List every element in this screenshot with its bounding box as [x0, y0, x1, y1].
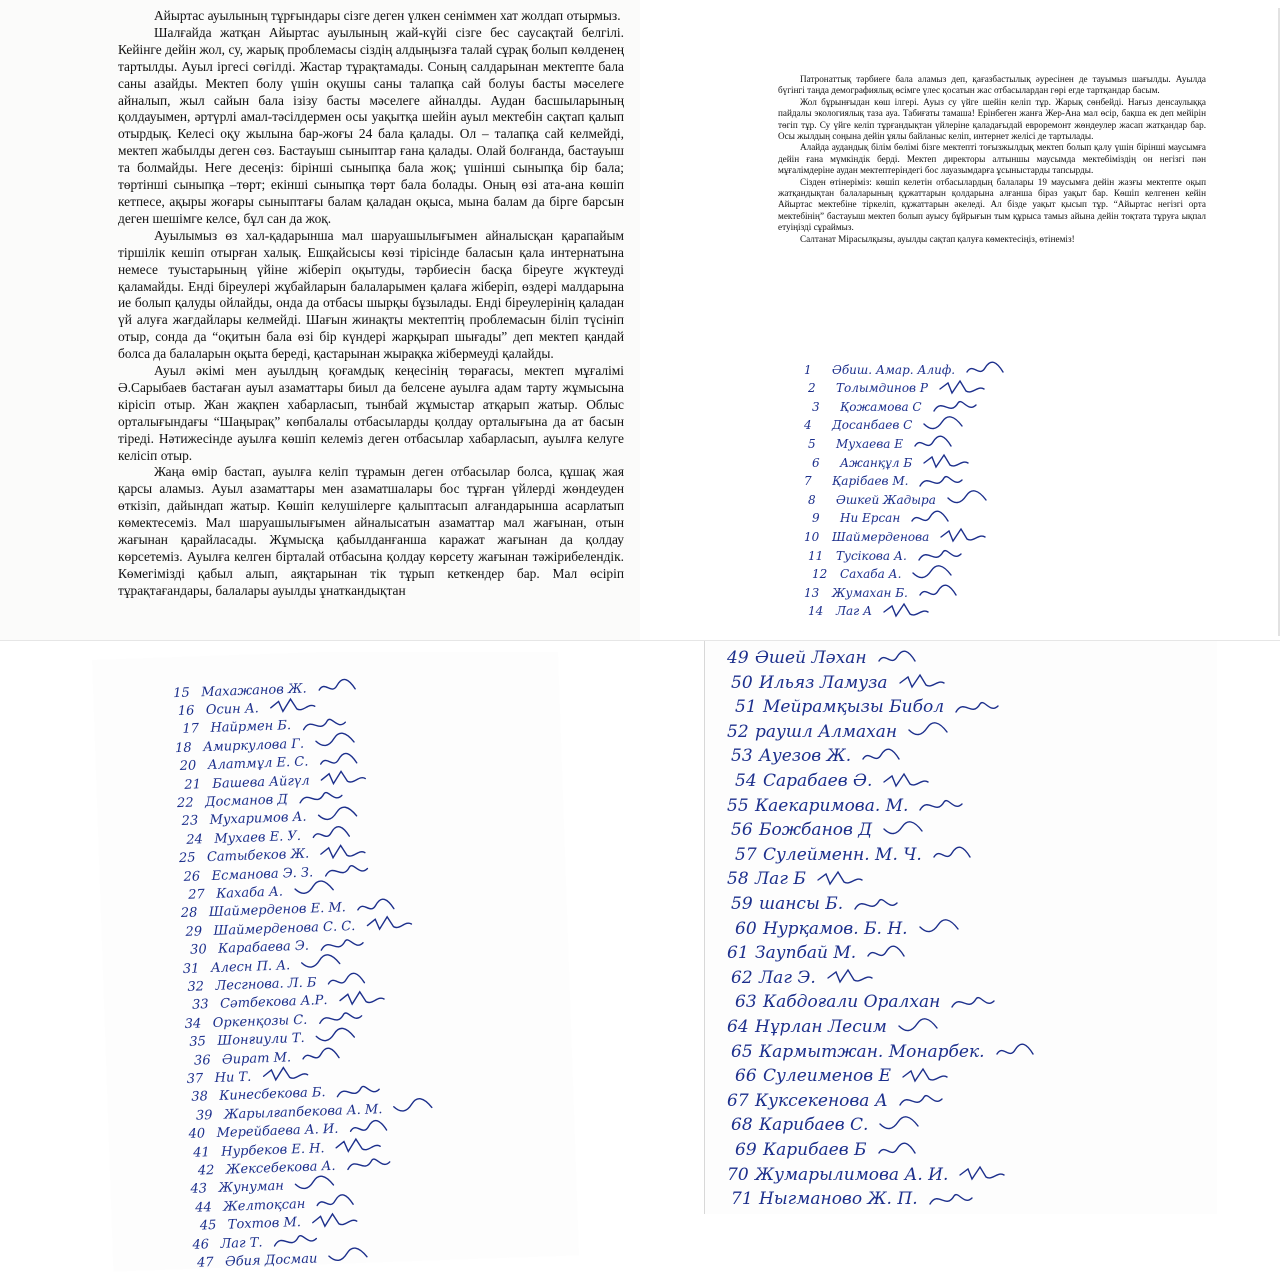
- signature-number: 14: [808, 604, 824, 619]
- signer-name: Ильяз Ламуза: [759, 672, 888, 693]
- signature-number: 58: [727, 869, 749, 890]
- signature-scribble: [958, 1165, 1006, 1185]
- signer-name: Амиркулова Г.: [202, 736, 305, 755]
- signature-number: 69: [735, 1140, 757, 1160]
- signature-number: 29: [185, 924, 203, 940]
- signature-scribble: [932, 845, 980, 865]
- signature-number: 35: [189, 1034, 207, 1050]
- signature-number: 65: [731, 1041, 753, 1062]
- paragraph: Алайда аудандық білім бөлімі бізге мектепті тоғызжылдық мектеп болып қалу үшін бірінші маусымға дейін ғана мүмкіндік берді. Мектеп директоры алтыншы маусымда мектебіміздің он негізгі пән мұғалімдеріне аудан мектептеріндегі бос лауазымдарға ұсыныстарды тапсырды.: [778, 142, 1206, 176]
- signer-name: Мерейбаева А. И.: [216, 1121, 339, 1142]
- signature-row: [812, 565, 959, 585]
- signer-name: Сахаба А.: [840, 567, 902, 582]
- paragraph: Салтанат Мірасылқызы, ауылды сақтап қалуға көмектесіңіз, өтінеміз!: [800, 233, 1075, 244]
- signer-name: Толымдинов Р: [836, 381, 928, 396]
- signature-number: 64: [727, 1017, 749, 1037]
- signer-name: Әбиш. Амар. Алиф.: [832, 362, 956, 377]
- letter-page-1: [0, 0, 640, 640]
- signer-name: Заупбай М.: [755, 943, 857, 964]
- signature-number: 51: [735, 697, 757, 718]
- signature-row: [735, 919, 966, 940]
- signature-number: 43: [190, 1181, 208, 1198]
- signer-name: Тусікова А.: [836, 548, 907, 563]
- signature-row: [727, 943, 914, 964]
- signer-name: Есманова Э. З.: [211, 864, 314, 884]
- signature-number: 27: [188, 887, 206, 903]
- signature-number: 24: [186, 831, 204, 848]
- signature-number: 60: [735, 918, 757, 939]
- signature-number: 62: [731, 967, 753, 988]
- signature-row: [808, 490, 994, 510]
- signature-number: 2: [808, 381, 816, 396]
- signer-name: Лаг Э.: [759, 967, 816, 988]
- signature-number: 6: [812, 455, 820, 470]
- signature-number: 63: [735, 992, 757, 1013]
- signer-name: Сатыбеков Ж.: [206, 846, 310, 866]
- signer-name: Лаг А: [836, 604, 873, 619]
- signature-number: 30: [189, 942, 207, 958]
- signer-name: Ажанқұл Б: [840, 455, 913, 470]
- signer-name: Қожамова С: [840, 399, 922, 414]
- signature-scribble: [392, 1097, 441, 1119]
- signer-name: Каекаримова. М.: [755, 795, 909, 816]
- signer-name: Желтоқсан: [222, 1196, 306, 1215]
- signature-scribble: [877, 649, 925, 669]
- signature-number: 68: [731, 1115, 753, 1136]
- signature-page-2: [0, 652, 640, 1280]
- signer-name: Лаг Б: [755, 869, 806, 890]
- signer-name: Лесгнова. Л. Б: [215, 975, 317, 994]
- signature-scribble: [995, 1042, 1043, 1062]
- signer-name: Ауезов Ж.: [759, 746, 852, 767]
- signer-name: Кармытжан. Монарбек.: [759, 1041, 985, 1062]
- signature-number: 70: [727, 1164, 749, 1185]
- signature-row: [808, 602, 930, 622]
- signature-number: 52: [727, 721, 749, 742]
- signature-row: [804, 472, 966, 492]
- signer-name: раушл Алмахан: [755, 721, 898, 742]
- signature-page-3: [640, 640, 1280, 1280]
- signature-number: 36: [193, 1052, 211, 1069]
- signature-scribble: [950, 993, 998, 1013]
- signature-number: 8: [808, 492, 816, 507]
- signature-number: 44: [194, 1199, 212, 1216]
- signer-name: Осин А.: [205, 701, 260, 718]
- signature-scribble: [816, 870, 864, 890]
- signer-name: Сулейменн. М. Ч.: [763, 844, 922, 865]
- signer-name: Шаймерденов Е. М.: [208, 900, 347, 921]
- signature-row: [804, 583, 966, 603]
- signer-name: Мухаева Е: [836, 436, 903, 451]
- signature-number: 45: [199, 1218, 217, 1234]
- signature-row: [727, 796, 966, 817]
- signature-sheet: [92, 652, 579, 1272]
- collage-divider: [0, 640, 1280, 641]
- signature-number: 41: [192, 1144, 211, 1161]
- signature-number: 4: [804, 418, 812, 433]
- signature-scribble: [861, 747, 909, 767]
- signature-number: 50: [731, 672, 753, 693]
- signature-row: [731, 1189, 976, 1210]
- signature-number: 17: [182, 721, 200, 738]
- continuation-body: [778, 74, 1206, 245]
- signer-name: Жексебекова А.: [225, 1158, 336, 1178]
- signature-number: 22: [176, 795, 194, 812]
- signature-scribble: [323, 860, 372, 882]
- signature-row: [735, 845, 980, 866]
- signer-name: Сулеименов Е: [763, 1066, 891, 1087]
- signer-name: Куксекенова А: [755, 1090, 888, 1111]
- signature-row: [808, 546, 965, 566]
- signer-name: Әират М.: [221, 1049, 292, 1068]
- signer-name: Ни Т.: [214, 1069, 252, 1086]
- signer-name: Кинесбекова Б.: [219, 1085, 326, 1105]
- signature-scribble: [882, 602, 930, 622]
- signer-name: Лаг Т.: [220, 1234, 263, 1252]
- paragraph: Патронаттық тәрбиеге бала аламыз деп, қағазбастылық әуресінен де тауымыз шағылды. Ауылда бүгінгі таңда демографиялық өсімге үлес қосатын жас отбасылардан гөрі егде тартқандар басым.: [778, 74, 1206, 96]
- signature-number: 25: [178, 850, 196, 867]
- signature-scribble: [954, 698, 1002, 718]
- signature-scribble: [345, 1154, 394, 1176]
- signature-scribble: [882, 772, 930, 792]
- signature-scribble: [938, 379, 986, 399]
- signature-scribble: [365, 914, 414, 936]
- signature-number: 37: [186, 1071, 204, 1087]
- signer-name: Мейрамқызы Бибол: [763, 697, 945, 718]
- signer-name: Әшкей Жадыра: [836, 492, 936, 507]
- paragraph: Жаңа өмір бастап, ауылға келіп тұрамын деген отбасылар болса, құшақ жая қарсы аламыз. Ауыл азаматтары мен азаматшалары бос тұрған үйлерді жөндеуден өткізіп, дайындап жатыр. Көшіп келушілерге қалыптасып алғандарынша асарлатып көмектесеміз. Мал шаруашылығымен айналысатын азаматтар мал жағынан, отын жағынан қарайласады. Жұмысқа қабылданғанша каражат жағынан да қолдау көрсетеміз. Ауылға келген бірталай отбасына қолдау көрсету жағынан тәжірибелендік. Көмегімізді қабыл алып, аяқтарынан тік тұрып кеткендер бар. Мал өсіріп тұрақтағандары, балалары ауылды ұнаткандықтан: [118, 464, 624, 598]
- signature-number: 66: [735, 1066, 757, 1087]
- signature-number: 23: [181, 813, 199, 830]
- signature-number: 9: [812, 511, 820, 526]
- signature-number: 1: [804, 362, 812, 377]
- signer-name: Махажанов Ж.: [200, 681, 307, 700]
- signature-scribble: [946, 490, 994, 510]
- signer-name: Тохтов М.: [227, 1215, 302, 1233]
- signature-scribble: [922, 453, 970, 473]
- signer-name: Досманов Д: [204, 792, 289, 811]
- signature-row: [727, 1017, 945, 1038]
- signature-number: 21: [184, 776, 202, 793]
- signer-name: Нұрлан Лесим: [755, 1017, 887, 1037]
- signature-number: 7: [804, 474, 812, 489]
- signature-number: 3: [812, 399, 820, 414]
- signature-number: 53: [731, 746, 753, 767]
- signature-scribble: [928, 1190, 976, 1210]
- signature-number: 57: [735, 844, 757, 865]
- signature-scribble: [826, 968, 874, 988]
- signature-scribble: [918, 583, 966, 603]
- signer-name: Алатмұл Е. С.: [207, 754, 309, 774]
- signer-name: Жунуман: [218, 1178, 285, 1197]
- signature-number: 34: [184, 1016, 202, 1032]
- signature-number: 56: [731, 820, 753, 841]
- signature-number: 26: [183, 868, 201, 885]
- signature-row: [731, 1115, 926, 1136]
- signer-name: Карибаев С.: [759, 1115, 869, 1136]
- signature-row: [735, 771, 930, 792]
- signature-number: 61: [727, 943, 749, 964]
- paragraph: Айыртас ауылының тұрғындары сізге деген үлкен сеніммен хат жолдап отырмыз.: [154, 8, 621, 23]
- signer-name: Нурқамов. Б. Н.: [763, 918, 908, 939]
- signature-row: [804, 416, 970, 436]
- signature-number: 59: [731, 894, 753, 914]
- signer-name: Әбия Досмаи: [224, 1251, 318, 1270]
- signature-number: 39: [195, 1107, 213, 1124]
- signer-name: Божбанов Д: [759, 820, 873, 841]
- signature-scribble: [301, 1045, 350, 1067]
- letter-page-2: [712, 8, 1280, 636]
- signature-row: [731, 1042, 1043, 1063]
- signer-name: Башева Айгүл: [212, 772, 310, 792]
- signature-row: [735, 1140, 925, 1161]
- signer-name: Алесн П. А.: [210, 957, 291, 976]
- signature-number: 33: [191, 997, 209, 1014]
- signer-name: Шаймерденова: [832, 529, 930, 544]
- signature-scribble: [898, 1091, 946, 1111]
- signature-row: [731, 673, 946, 694]
- signature-number: 15: [172, 685, 191, 701]
- signature-scribble: [327, 1247, 376, 1269]
- paragraph: Жол бұрынғыдан көш ілгері. Ауыз су үйге шейін келіп тұр. Жарық сөнбейді. Нағыз денсаулыққа пайдалы экологиялық таза ауа. Табиғаты тамаша! Ерінбеген жанға Жер-Ана мал өсір, бақша ек деп мейірін төгіп тұр. Су үйге келіп тұрғандықтан үйлеріне қаладағыдай еврoремонт жөндеулер жасап жатқандар бар. Осы жылдың соңына дейін ұялы байланыс келіп, интернет желісі де тартылады.: [778, 96, 1206, 142]
- signature-number: 18: [174, 740, 192, 756]
- signature-number: 42: [197, 1162, 215, 1179]
- signature-number: 32: [187, 979, 205, 995]
- signer-name: Сарабаев Ә.: [763, 771, 873, 791]
- signer-name: Карабаева Э.: [217, 938, 310, 957]
- signature-scribble: [898, 673, 946, 693]
- signature-row: [812, 509, 958, 529]
- signature-scribble: [866, 944, 914, 964]
- signer-name: Мухаев Е. У.: [214, 828, 302, 847]
- signature-number: 47: [196, 1255, 214, 1271]
- signature-number: 38: [191, 1089, 209, 1106]
- signature-row: [731, 968, 874, 989]
- paragraph: Ауыл әкімі мен ауылдың қоғамдық кеңесінің төрағасы, мектеп мұғалімі Ә.Сарыбаев бастаған ауыл азаматтары биыл да белсене ауылға адам тарту жұмысына кірісіп отыр. Жан жақпен хабарласып, тынбай жұмыстар атқарып жатыр. Облыс орталығындағы “Шаңырақ” көпбалалы отбасыларды қолдау орталығына да ат басын тіреді. Нәтижесінде ауылға көшіп келеміз деген отбасылар хабарласып, ауылға келуге келісіп отыр.: [118, 363, 624, 463]
- signature-scribble: [965, 360, 1013, 380]
- signer-name: Нурбеков Е. Н.: [220, 1140, 325, 1160]
- signature-scribble: [918, 472, 966, 492]
- signature-scribble: [901, 1067, 949, 1087]
- signature-row: [804, 360, 1013, 380]
- signature-sheet: [704, 640, 1217, 1214]
- signature-row: [731, 746, 909, 767]
- signature-number: 67: [727, 1090, 749, 1111]
- signature-scribble: [939, 527, 987, 547]
- signature-number: 28: [180, 905, 198, 922]
- signer-name: Кабдоғали Оралхан: [763, 992, 941, 1013]
- signature-scribble: [918, 919, 966, 939]
- signature-number: 20: [179, 758, 197, 775]
- signature-number: 10: [804, 529, 820, 544]
- signer-name: Шонғиули Т.: [217, 1030, 305, 1049]
- paragraph: Шалғайда жатқан Айыртас ауылының жай-күйі сізге бес саусақтай белгілі. Кейінге дейін жол, су, жарық проблемасы сіздің алдыңызға талай сұрақ болып көлденең тартылды. Ауыл іргесі сөгілді. Жастар тұрақтамады. Соның салдарынан мектепте бала саны азайды. Мектеп болу үшін оқушы саны талапқа сай болуы басты мәселеге айналып, жыл сайын бала ізізу басты мәселеге айналды. Аудан басшыларының қолдауымен, әртүрлі амал-тәсілдермен осы уақытқа шейін ауыл мектебін сақтап қалып отырдық. Келесі оқу жылына бар-жоғы 24 бала қалады. Ол – талапқа сай келмейді, мектеп жабылды деген сөз. Бастауыш сыныптар ғана қалады. Олай болғанда, бастауыш та болмайды. Неге десеңіз: бірінші сыныпқа бала жоқ; үшінші сыныпқа бір бала; төртінші сыныпқа –төрт; екінші сыныпқа төрт бала болады. Оның өзі ата-ана көшіп кетпесе, ақыры жоғары сыныптағы балам қаладан оқыса, мына балам да бірге барсын деген шешімге келсе, бұл сан да жоқ.: [118, 24, 624, 226]
- signature-row: [727, 869, 864, 890]
- signature-scribble: [877, 1141, 925, 1161]
- signature-row: [727, 1165, 1006, 1186]
- signature-row: [731, 820, 930, 841]
- signature-number: 11: [808, 548, 824, 563]
- signature-number: 46: [192, 1236, 210, 1253]
- signature-number: 54: [735, 771, 757, 791]
- signature-number: 49: [727, 648, 749, 668]
- signature-row: [804, 527, 987, 547]
- signature-number: 5: [808, 436, 816, 451]
- letter-body: [118, 8, 624, 600]
- signature-scribble: [907, 722, 955, 742]
- signature-row: [735, 697, 1002, 718]
- signer-name: Карибаев Б: [763, 1140, 867, 1160]
- signature-scribble: [316, 677, 365, 699]
- signer-name: Сәтбекова А.Р.: [219, 993, 328, 1013]
- signature-number: 12: [812, 567, 828, 582]
- signature-scribble: [918, 796, 966, 816]
- signature-row: [727, 1091, 946, 1112]
- signer-name: Кахаба А.: [215, 884, 284, 902]
- signer-name: Жумахан Б.: [832, 585, 908, 600]
- signer-name: Досанбаев С: [832, 418, 913, 433]
- signer-name: Оркенқозы С.: [212, 1012, 308, 1031]
- signature-row: [735, 1066, 949, 1087]
- signature-scribble: [878, 1116, 926, 1136]
- signature-row: [727, 648, 925, 669]
- signature-scribble: [917, 546, 965, 566]
- paragraph: Ауылымыз өз хал-қадарынша мал шаруашылығымен айналысқан қарапайым тіршілік кешіп отырған халық. Ешқайсысы көзі тірісінде баласын қала интернатына немесе туыстарының үйіне жіберіп оқытуды, тәрбиесін басқа біреуге жүктеуді қаламайды. Енді біреулері жұбайларын балаларымен қалаға жіберіп, өздері малдарына ие болып қалуды ойлайды, онда да отбасы шырқы бұзылады. Енді біреулерінің қаладан үй алуға жағдайлары келмейді. Шағын жинақты мектептің проблемасын біліп түсініп отыр, сонда да “оқитын бала өзі бір күндері жарқырап шығады” деп мектеп қандай болса да балаларын оқыта береді, қастарынан жырақка жібермеуді қалайды.: [118, 227, 624, 362]
- signature-scribble: [311, 1211, 360, 1233]
- signature-scribble: [910, 509, 958, 529]
- signer-name: Найрмен Б.: [210, 718, 292, 737]
- signature-number: 13: [804, 585, 820, 600]
- signature-scribble: [897, 1018, 945, 1038]
- signature-row: [808, 379, 986, 399]
- signer-name: Ни Ерсан: [840, 511, 901, 526]
- signature-row: [727, 722, 955, 743]
- signer-name: шансы Б.: [759, 894, 844, 914]
- signature-row: [812, 453, 970, 473]
- signer-name: Қарібаев М.: [832, 474, 909, 489]
- signature-scribble: [853, 895, 901, 915]
- signer-name: Жарылғапбекова А. М.: [223, 1101, 383, 1123]
- signature-scribble: [911, 565, 959, 585]
- signer-name: Жумарылимова А. И.: [755, 1164, 949, 1185]
- signature-number: 31: [182, 960, 200, 977]
- signature-row: [808, 434, 961, 454]
- signature-scribble: [922, 416, 970, 436]
- signature-row: [731, 894, 901, 915]
- signer-name: Әшей Ләхан: [755, 648, 867, 668]
- signer-name: Шаймерденова С. С.: [213, 918, 356, 939]
- signer-name: Ныгманово Ж. П.: [759, 1189, 918, 1210]
- signature-scribble: [932, 397, 980, 417]
- signer-name: Мухаримов А.: [209, 809, 307, 829]
- signature-scribble: [913, 434, 961, 454]
- signature-number: 55: [727, 795, 749, 816]
- signature-number: 71: [731, 1189, 753, 1210]
- signature-scribble: [882, 821, 930, 841]
- signature-number: 16: [177, 703, 195, 719]
- signature-row: [812, 397, 980, 417]
- paragraph: Сізден өтінеріміз: көшіп келетін отбасылардың балалары 19 маусымға дейін жазғы мектепте оқып жатқандықтан балаларының құжаттарын қолдарына алғанша біраз уақыт бар. Көшіп келгенен кейін Айыртас мектебіне тіркеліп, құжаттарын әкеледі. Ал бізде уақыт қысып тұр. “Айыртас негізгі орта мектебінің” бастауыш мектеп болып ауысу бұйрығын тым құрыса тамыз айына дейін тоқтата тұруға ықпал етуіңізді сұраймыз.: [778, 176, 1206, 233]
- signature-row: [735, 992, 998, 1013]
- signature-number: 40: [188, 1126, 206, 1143]
